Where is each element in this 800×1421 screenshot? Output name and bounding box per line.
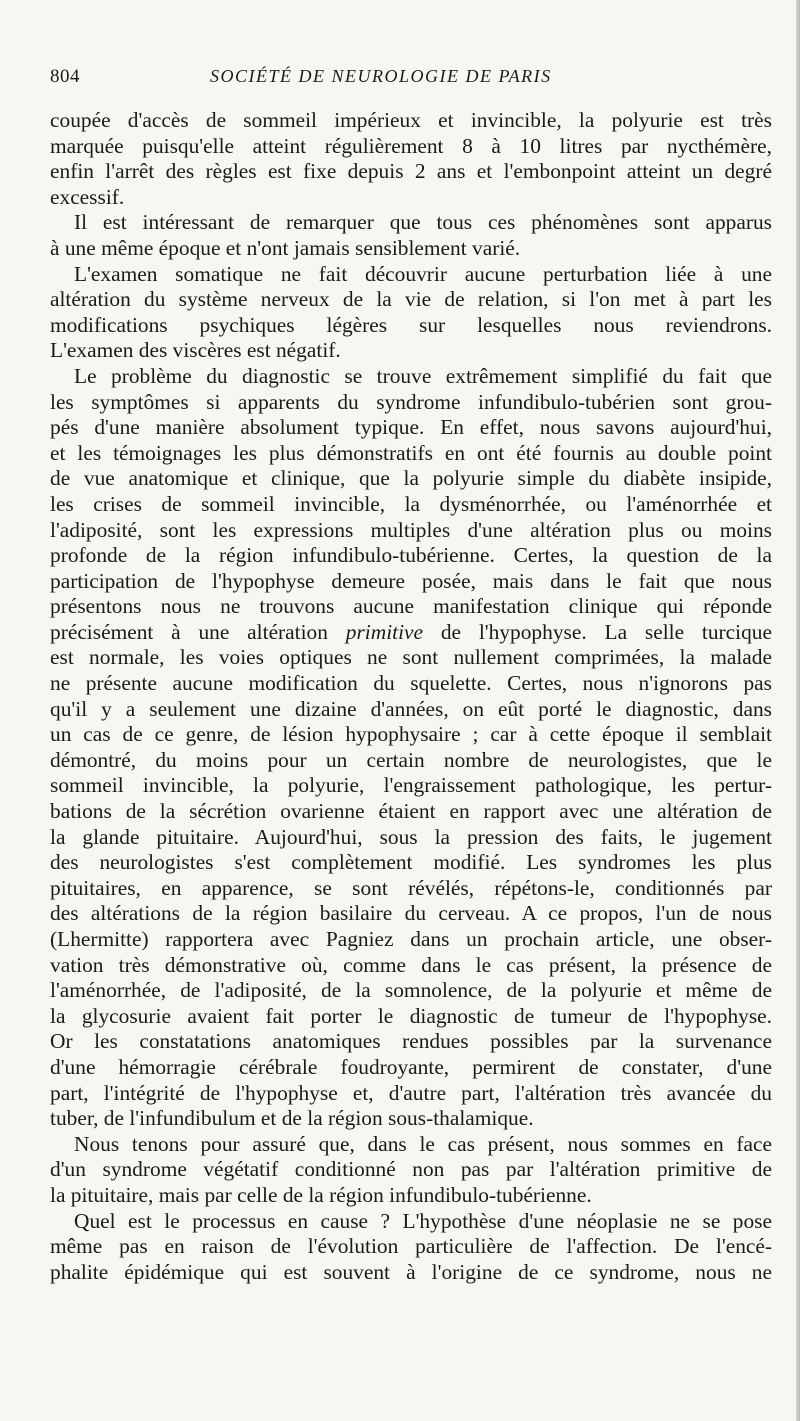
text-line: profonde de la région infundibulo-tubérienne. Certes, la question de la: [50, 543, 772, 568]
italic-word: primitive: [345, 619, 424, 644]
text-line: l'adiposité, sont les expressions multiples d'une altération plus ou moins: [50, 517, 772, 542]
text-line: participation de l'hypophyse demeure posée, mais dans le fait que nous: [50, 568, 772, 593]
paragraph: [50, 364, 772, 1132]
paragraph: [50, 1209, 772, 1286]
book-page: [50, 0, 772, 1421]
text-line: L'examen somatique ne fait découvrir aucune perturbation liée à une: [74, 261, 772, 286]
text-line: à une même époque et n'ont jamais sensiblement varié.: [50, 235, 521, 260]
journal-title: SOCIÉTÉ DE NEUROLOGIE DE PARIS: [210, 66, 552, 86]
text-line: la pituitaire, mais par celle de la région infundibulo-tubérienne.: [50, 1182, 592, 1207]
text-line: d'une hémorragie cérébrale foudroyante, permirent de constater, d'une: [50, 1054, 772, 1079]
text-line: présentons nous ne trouvons aucune manifestation clinique qui réponde: [50, 594, 772, 619]
text-line: précisément à une altération primitive de l'hypophyse. La selle turcique: [50, 619, 772, 644]
text-line: qu'il y a seulement une dizaine d'années, on eût porté le diagnostic, dans: [50, 696, 772, 721]
text-line: est normale, les voies optiques ne sont nullement comprimées, la malade: [50, 645, 772, 670]
text-line: excessif.: [50, 184, 125, 209]
text-line: Il est intéressant de remarquer que tous ces phénomènes sont apparus: [74, 210, 772, 235]
text-line: les crises de sommeil invincible, la dysménorrhée, ou l'aménorrhée et: [50, 491, 772, 516]
text-line: Quel est le processus en cause ? L'hypothèse d'une néoplasie ne se pose: [74, 1208, 772, 1233]
paragraph: [50, 108, 772, 210]
text-line: marquée puisqu'elle atteint régulièrement 8 à 10 litres par nycthémère,: [50, 133, 772, 158]
text-line: tuber, de l'infundibulum et de la région sous-thalamique.: [50, 1106, 534, 1131]
text-line: Le problème du diagnostic se trouve extrêmement simplifié du fait que: [74, 363, 772, 388]
text-line: l'aménorrhée, de l'adiposité, de la somnolence, de la polyurie et même de: [50, 978, 772, 1003]
text-line: part, l'intégrité de l'hypophyse et, d'autre part, l'altération très avancée du: [50, 1080, 772, 1105]
text-line: des altérations de la région basilaire du cerveau. A ce propos, l'un de nous: [50, 901, 772, 926]
text-line: d'un syndrome végétatif conditionné non pas par l'altération primitive de: [50, 1157, 772, 1182]
page-edge: [796, 0, 800, 1421]
text-line: ne présente aucune modification du squelette. Certes, nous n'ignorons pas: [50, 671, 772, 696]
text-line: même pas en raison de l'évolution particulière de l'affection. De l'encé-: [50, 1234, 772, 1259]
text-line: Or les constatations anatomiques rendues possibles par la survenance: [50, 1029, 772, 1054]
text-line: bations de la sécrétion ovarienne étaient en rapport avec une altération de: [50, 799, 772, 824]
paragraph: [50, 1132, 772, 1209]
page-number: 804: [50, 66, 80, 87]
text-line: la glycosurie avaient fait porter le diagnostic de tumeur de l'hypophyse.: [50, 1003, 772, 1028]
text-line: vation très démonstrative où, comme dans le cas présent, la présence de: [50, 952, 772, 977]
text-line: des neurologistes s'est complètement modifié. Les syndromes les plus: [50, 850, 772, 875]
text-line: enfin l'arrêt des règles est fixe depuis 2 ans et l'embonpoint atteint un degré: [50, 159, 772, 184]
running-head: [50, 66, 772, 94]
text-line: de vue anatomique et clinique, que la polyurie simple du diabète insipide,: [50, 466, 772, 491]
text-line: pés d'une manière absolument typique. En effet, nous savons aujourd'hui,: [50, 415, 772, 440]
text-line: la glande pituitaire. Aujourd'hui, sous la pression des faits, le jugement: [50, 824, 772, 849]
text-line: phalite épidémique qui est souvent à l'origine de ce syndrome, nous ne: [50, 1259, 772, 1284]
text-line: (Lhermitte) rapportera avec Pagniez dans un prochain article, une obser-: [50, 927, 772, 951]
text-line: démontré, du moins pour un certain nombre de neurologistes, que le: [50, 747, 772, 772]
paragraph: [50, 262, 772, 364]
text-line: sommeil invincible, la polyurie, l'engraissement pathologique, les pertur-: [50, 773, 772, 798]
text-line: Nous tenons pour assuré que, dans le cas présent, nous sommes en face: [74, 1131, 772, 1156]
text-line: pituitaires, en apparence, se sont révélés, répétons-le, conditionnés par: [50, 875, 772, 900]
text-line: un cas de ce genre, de lésion hypophysaire ; car à cette époque il semblait: [50, 722, 772, 747]
paragraph: [50, 210, 772, 261]
text-line: coupée d'accès de sommeil impérieux et invincible, la polyurie est très: [50, 108, 772, 132]
text-line: altération du système nerveux de la vie de relation, si l'on met à part les: [50, 287, 772, 312]
body-text: [50, 108, 772, 1285]
text-line: les symptômes si apparents du syndrome infundibulo-tubérien sont grou-: [50, 389, 772, 414]
text-line: L'examen des viscères est négatif.: [50, 338, 341, 363]
text-line: modifications psychiques légères sur lesquelles nous reviendrons.: [50, 312, 772, 337]
text-line: et les témoignages les plus démonstratifs en ont été fournis au double point: [50, 440, 772, 465]
